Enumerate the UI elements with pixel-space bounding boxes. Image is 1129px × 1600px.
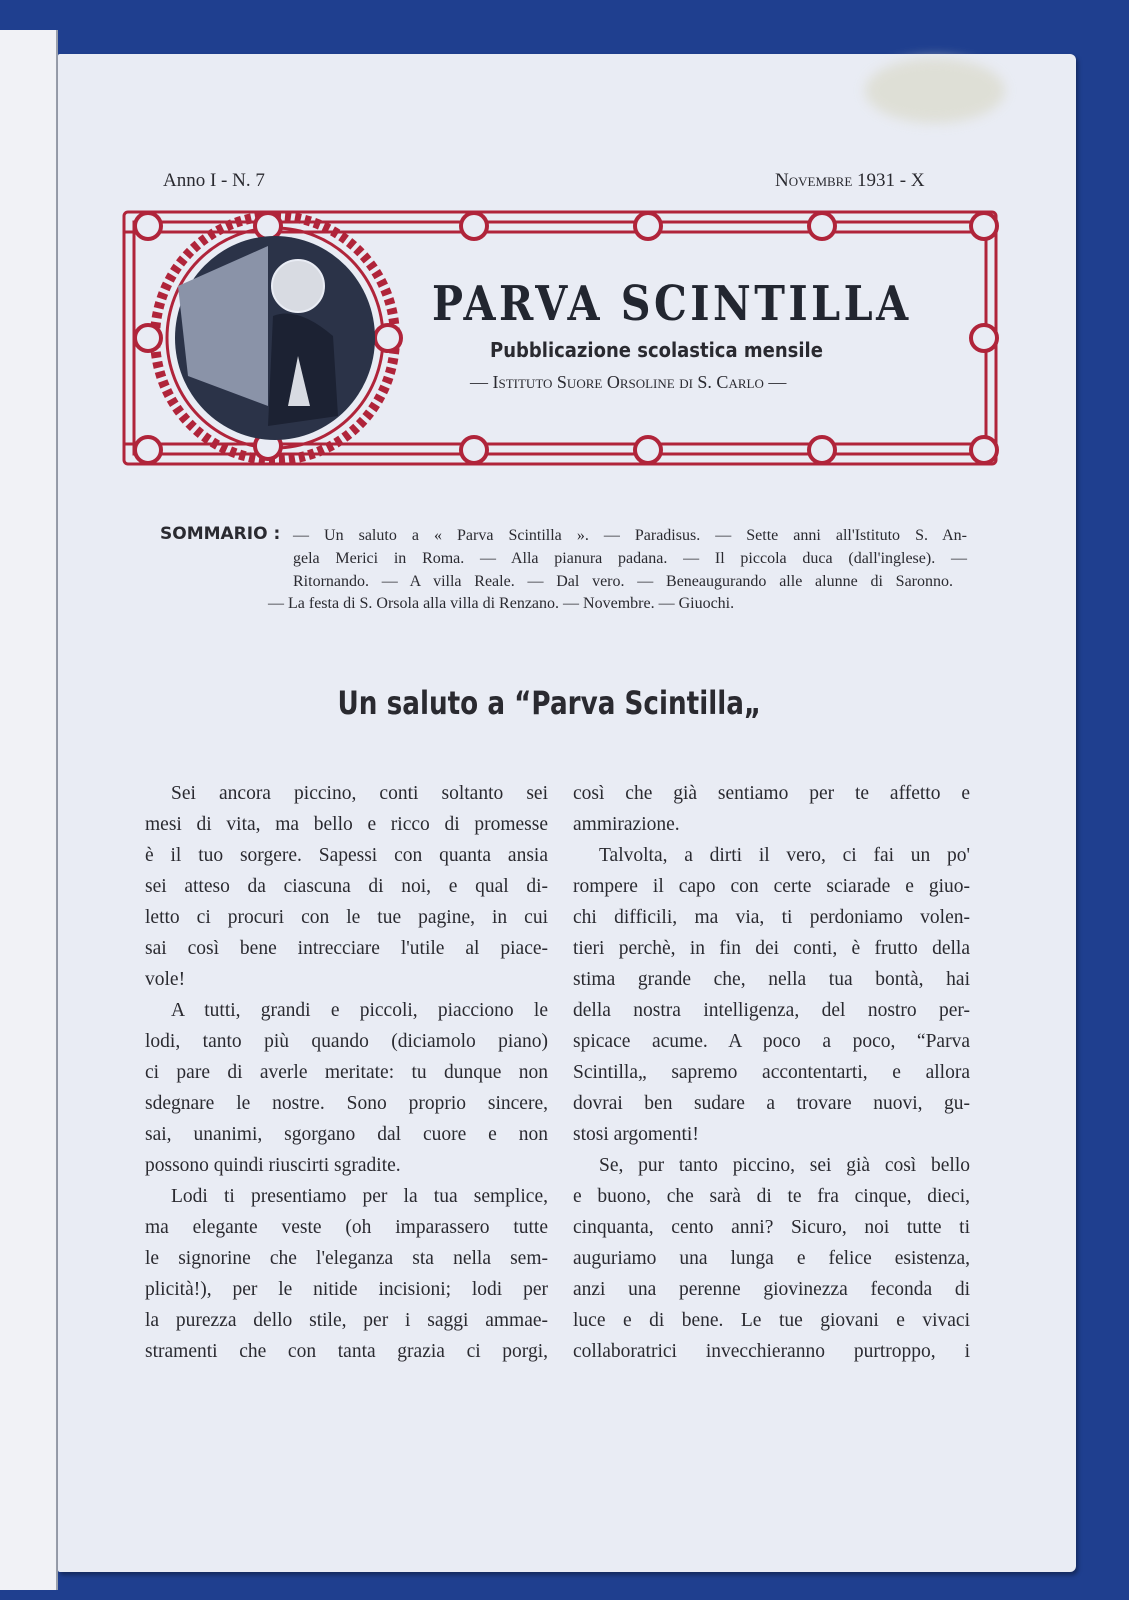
article-text-line: plicità!), per le nitide incisioni; lodi per — [145, 1279, 548, 1300]
article-text-line: sai, unanimi, sgorgano dal cuore e non — [145, 1124, 548, 1145]
article-text-line: della nostra intelligenza, del nostro per- — [573, 1000, 970, 1021]
summary-line: Ritornando. — A villa Reale. — Dal vero. — Beneaugurando alle alunne di Saronno. — [293, 573, 953, 590]
article-text-line: anzi una perenne giovinezza feconda di — [573, 1279, 970, 1300]
article-text-line: Talvolta, a dirti il vero, ci fai un po' — [599, 845, 970, 866]
issue-date: Novembre 1931 - X — [775, 170, 925, 191]
facing-page-edge — [0, 30, 58, 1590]
summary-line: — Un saluto a « Parva Scintilla ». — Paradisus. — Sette anni all'Istituto S. An- — [293, 527, 967, 544]
article-title-text: Un saluto a “Parva Scintilla„ — [337, 684, 762, 722]
article-text-line: letto ci procuri con le tue pagine, in cui — [145, 907, 548, 928]
article-text-line: stramenti che con tanta grazia ci porgi, — [145, 1341, 548, 1362]
article-text-line: mesi di vita, ma bello e ricco di promesse — [145, 814, 548, 835]
article-text-line: rompere il capo con certe sciarade e giuo- — [573, 876, 970, 897]
summary-line: — La festa di S. Orsola alla villa di Renzano. — Novembre. — Giuochi. — [268, 595, 735, 612]
article-text-line: spicace acume. A poco a poco, “Parva — [573, 1031, 970, 1052]
article-title — [0, 684, 1129, 722]
article-text-line: ci pare di averle meritate: tu dunque non — [145, 1062, 548, 1083]
article-text-line: è il tuo sorgere. Sapessi con quanta ansia — [145, 845, 548, 866]
article-left-column — [145, 778, 548, 1367]
article-text-line: la purezza dello stile, per i saggi ammae- — [145, 1310, 548, 1331]
article-text-line: Lodi ti presentiamo per la tua semplice, — [171, 1186, 548, 1207]
article-text-line: luce e di bene. Le tue giovani e vivaci — [573, 1310, 970, 1331]
article-text-line: così che già sentiamo per te affetto e — [573, 783, 970, 804]
article-text-line: ammirazione. — [573, 814, 680, 835]
article-right-column — [573, 778, 970, 1367]
article-text-line: e buono, che sarà di te fra cinque, dieci, — [573, 1186, 970, 1207]
article-text-line: Scintilla„ sapremo accontentarti, e allora — [573, 1062, 970, 1083]
publication-title: PARVA SCINTILLA — [432, 276, 912, 332]
praying-saint-illustration — [175, 236, 375, 440]
article-text-line: lodi, tanto più quando (diciamolo piano) — [145, 1031, 548, 1052]
paper-stain — [865, 58, 1005, 123]
article-text-line: collaboratrici invecchieranno purtroppo, i — [573, 1341, 970, 1362]
summary-line: gela Merici in Roma. — Alla pianura padana. — Il piccola duca (dall'inglese). — — [293, 550, 967, 567]
article-text-line: cinquanta, cento anni? Sicuro, noi tutte ti — [573, 1217, 970, 1238]
article-text-line: Sei ancora piccino, conti soltanto sei — [171, 783, 548, 804]
article-text-line: sdegnare le nostre. Sono proprio sincere, — [145, 1093, 548, 1114]
article-text-line: vole! — [145, 969, 186, 990]
article-text-line: chi difficili, ma via, ti perdoniamo volen- — [573, 907, 970, 928]
issue-number: Anno I - N. 7 — [163, 170, 265, 191]
article-text-line: sei atteso da ciascuna di noi, e qual di- — [145, 876, 548, 897]
article-text-line: le signorine che l'eleganza sta nella sem- — [145, 1248, 548, 1269]
article-text-line: auguriamo una lunga e felice esistenza, — [573, 1248, 970, 1269]
article-text-line: stima grande che, nella tua bontà, hai — [573, 969, 970, 990]
article-text-line: sai così bene intrecciare l'utile al piace- — [145, 938, 548, 959]
article-text-line: tieri perchè, in fin dei conti, è frutto della — [573, 938, 970, 959]
article-text-line: A tutti, grandi e piccoli, piacciono le — [171, 1000, 548, 1021]
summary-label: SOMMARIO : — [160, 524, 281, 544]
publisher-institute: — Istituto Suore Orsoline di S. Carlo — — [470, 372, 787, 392]
article-text-line: stosi argomenti! — [573, 1124, 699, 1145]
article-text-line: Se, pur tanto piccino, sei già così bello — [599, 1155, 970, 1176]
article-text-line: dovrai ben sudare a trovare nuovi, gu- — [573, 1093, 970, 1114]
publication-subtitle: Pubblicazione scolastica mensile — [490, 338, 823, 362]
article-text-line: ma elegante veste (oh imparassero tutte — [145, 1217, 548, 1238]
article-text-line: possono quindi riuscirti sgradite. — [145, 1155, 401, 1176]
